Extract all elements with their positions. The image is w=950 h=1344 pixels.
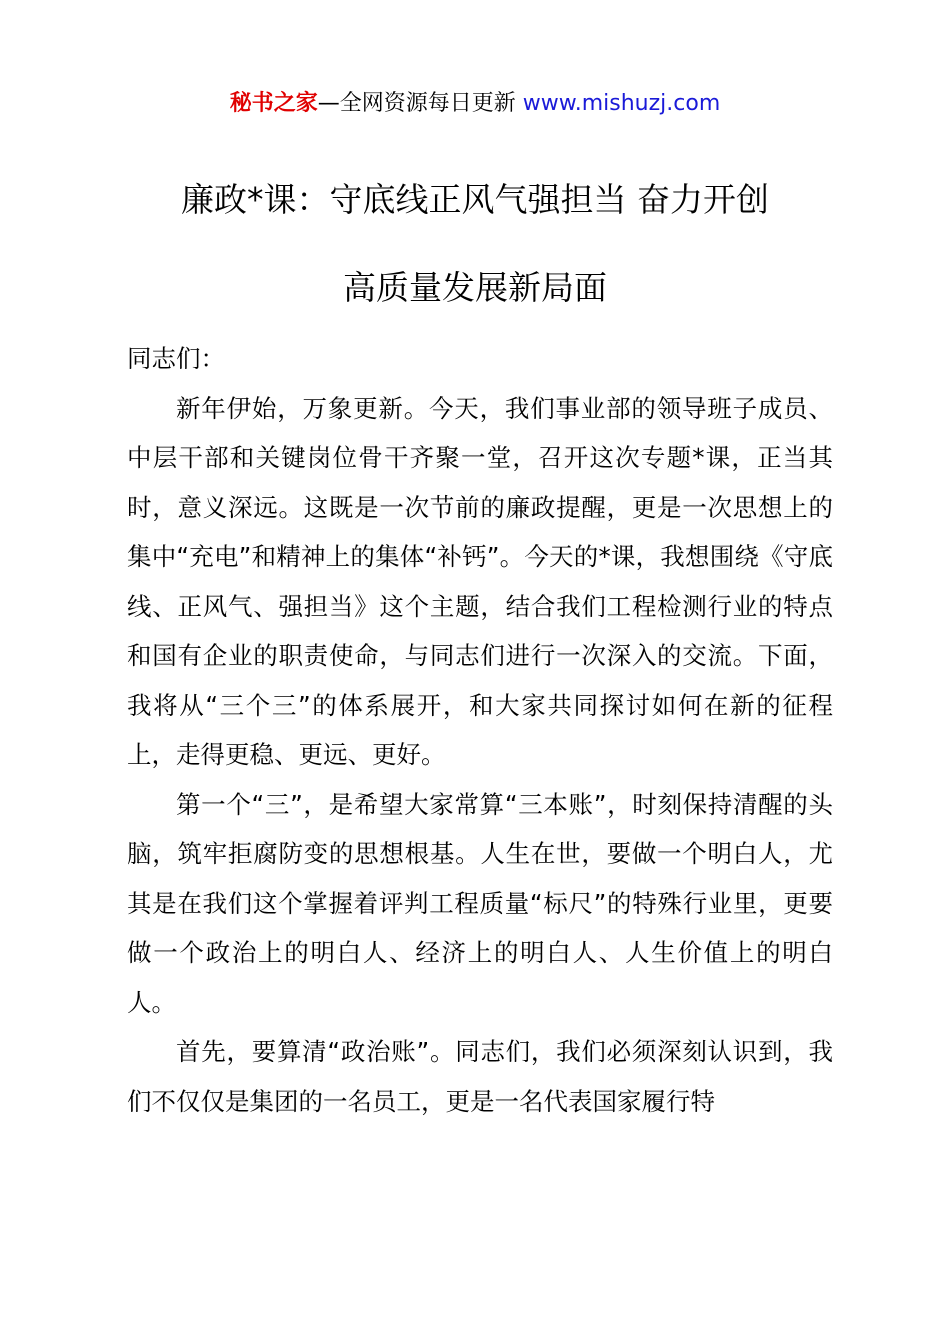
paragraph-1: 新年伊始，万象更新。今天，我们事业部的领导班子成员、中层干部和关键岗位骨干齐聚一堂，召开这次专题*课，正当其时，意义深远。这既是一次节前的廉政提醒，更是一次思想上的集中“充电”和精神上的集体“补钙”。今天的*课，我想围绕《守底线、正风气、强担当》这个主题，结合我们工程检测行业的特点和国有企业的职责使命，与同志们进行一次深入的交流。下面，我将从“三个三”的体系展开，和大家共同探讨如何在新的征程上，走得更稳、更远、更好。 (127, 393, 833, 769)
paragraph-2: 第一个“三”，是希望大家常算“三本账”，时刻保持清醒的头脑，筑牢拒腐防变的思想根基。人生在世，要做一个明白人，尤其是在我们这个掌握着评判工程质量“标尺”的特殊行业里，更要做一个政治上的明白人、经济上的明白人、人生价值上的明白人。 (127, 789, 833, 1017)
salutation: 同志们： (127, 344, 225, 373)
title-line-2: 高质量发展新局面 (343, 268, 607, 307)
document-title (0, 176, 950, 352)
brand-name: 秘书之家 (229, 91, 318, 116)
site-url-link[interactable]: www.mishuzj.com (522, 91, 721, 116)
title-line-1: 廉政*课：守底线正风气强担当 奋力开创 (181, 180, 769, 219)
header-tagline: —全网资源每日更新 (317, 91, 523, 116)
document-body (127, 334, 833, 1126)
paragraph-3: 首先，要算清“政治账”。同志们，我们必须深刻认识到，我们不仅仅是集团的一名员工，更是一名代表国家履行特 (127, 1037, 833, 1116)
site-header (0, 88, 950, 120)
